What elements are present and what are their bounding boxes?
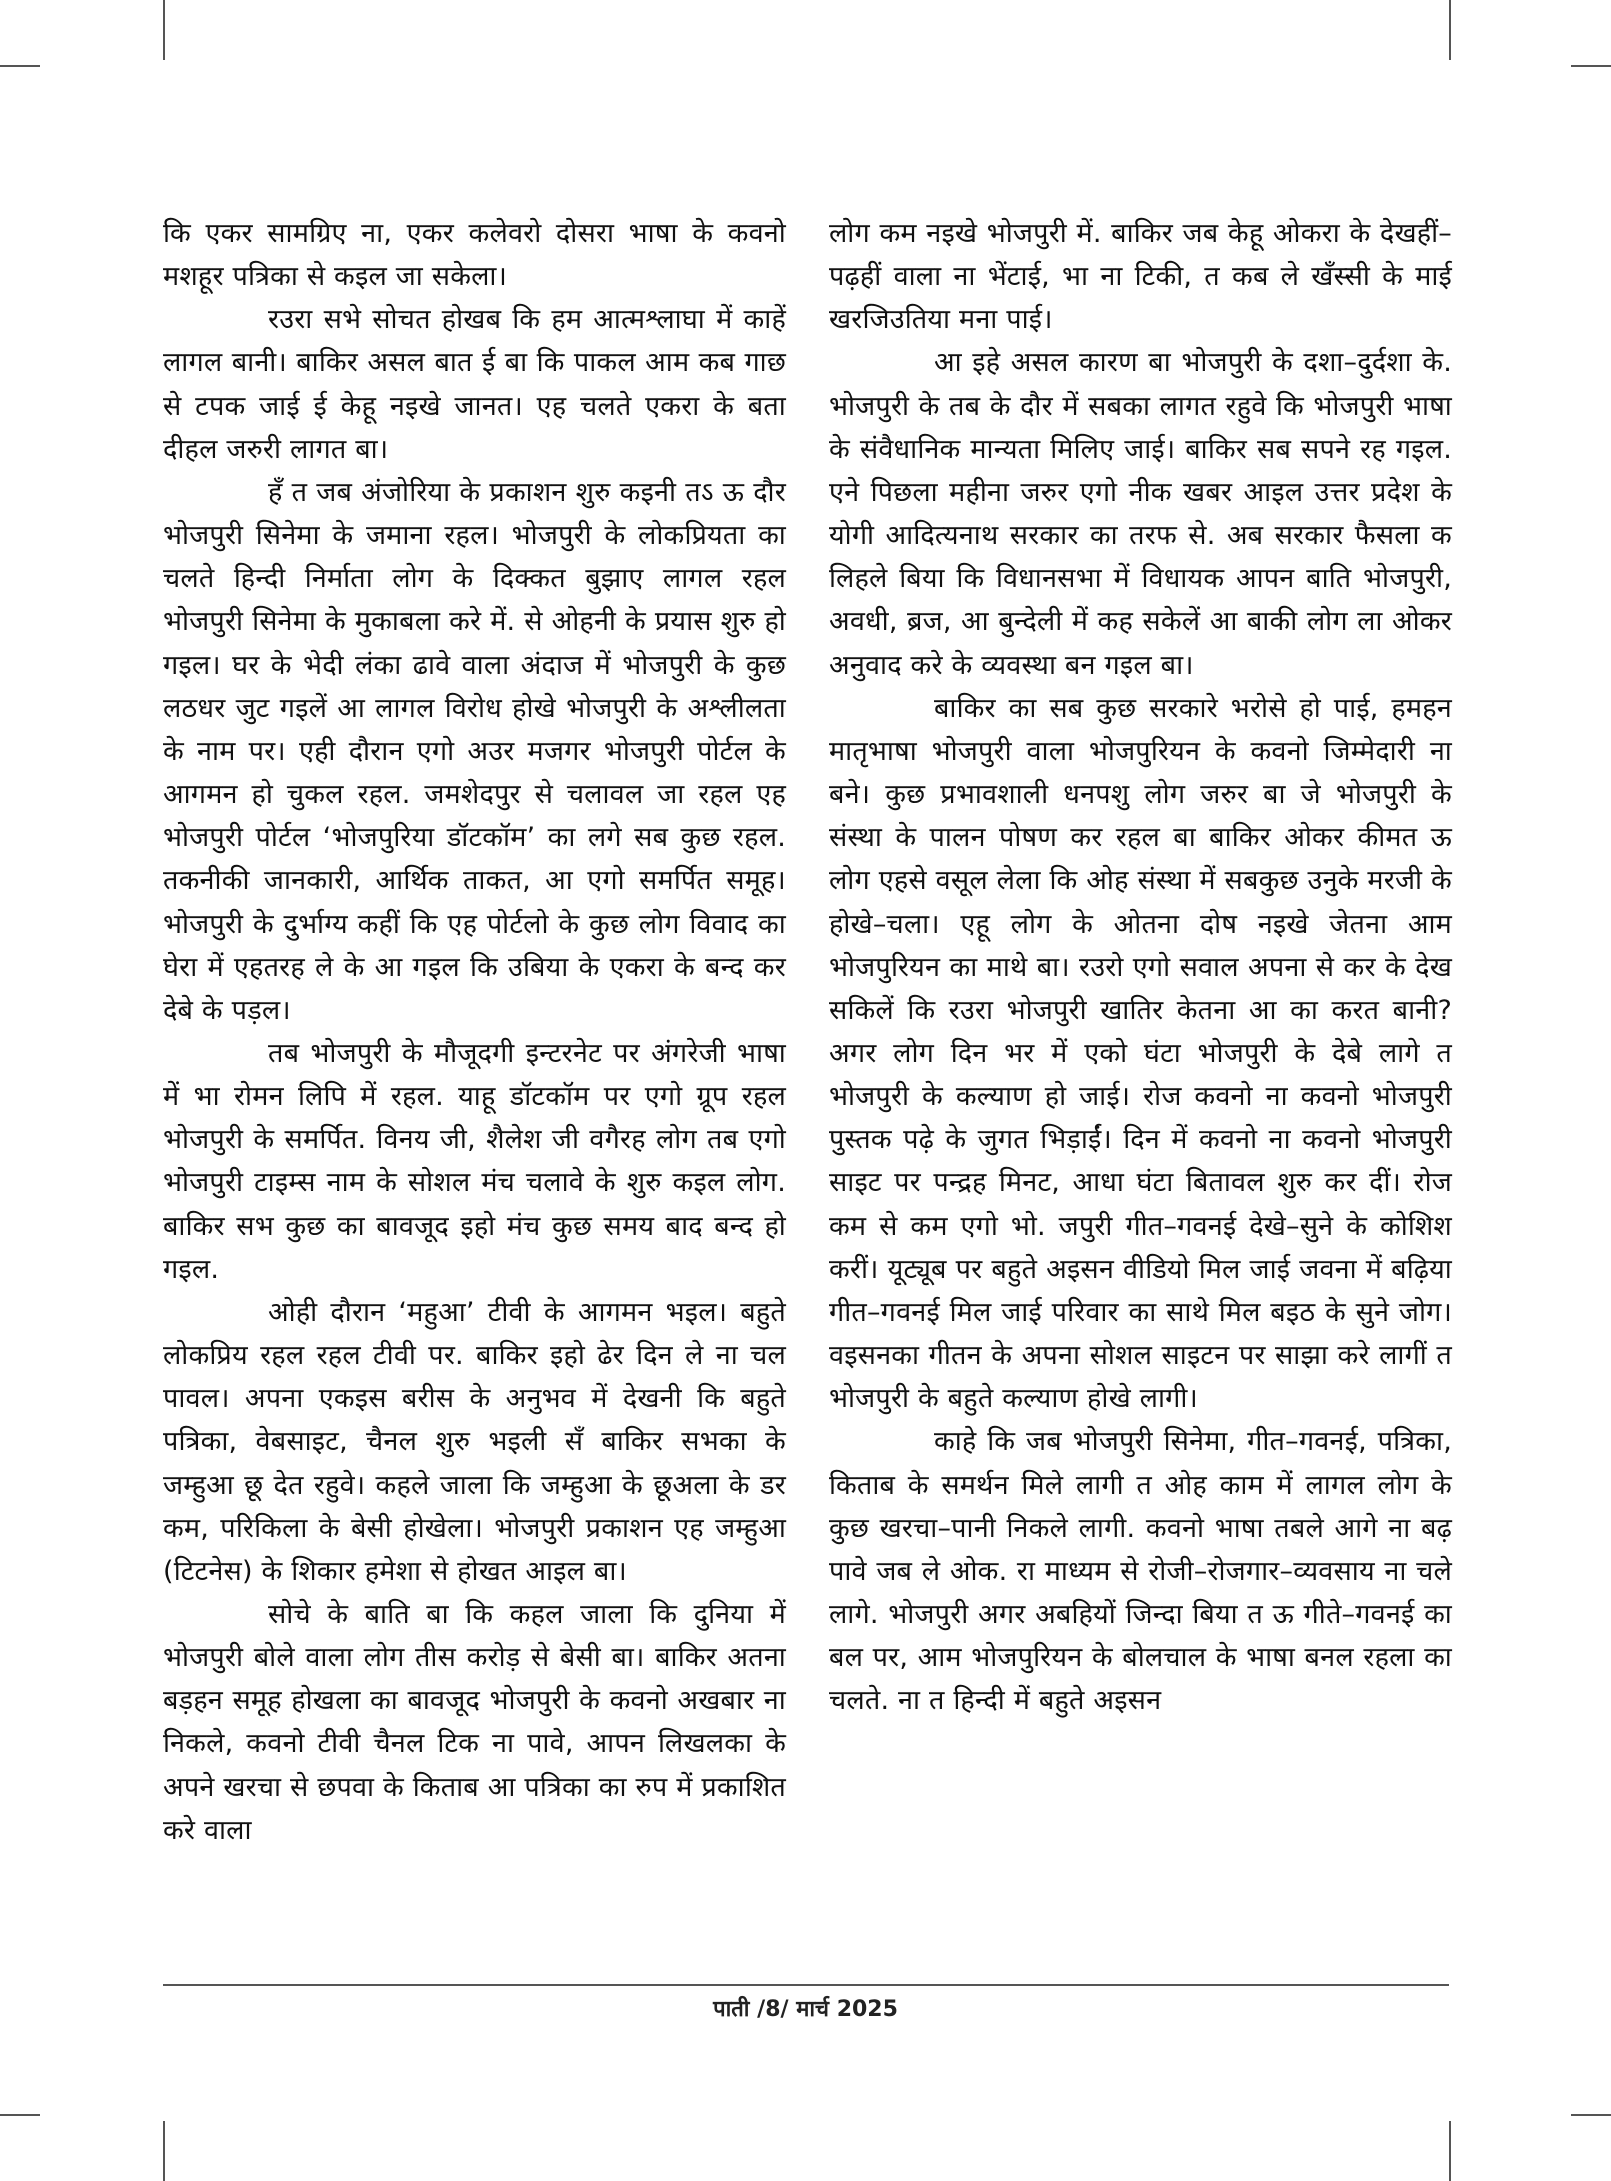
paragraph: काहे कि जब भोजपुरी सिनेमा, गीत–गवनई, पत्रिका, किताब के समर्थन मिले लागी त ओह काम में लागल लोग के कुछ खरचा–पानी निकले लागी. कवनो भाषा तबले आगे ना बढ़ पावे जब ले ओक. रा माध्यम से रोजी–रोजगार–व्यवसाय ना चले लागे. भोजपुरी अगर अबहियों जिन्दा बिया त ऊ गीते–गवनई का बल पर, आम भोजपुरियन के बोलचाल के भाषा बनल रहला का चलते. ना त हिन्दी में बहुते अइसन — [829, 1426, 1452, 1717]
paragraph: लोग कम नइखे भोजपुरी में. बाकिर जब केहू ओकरा के देखहीं–पढ़हीं वाला ना भेंटाई, भा ना टिकी, त कब ले खँस्सी के माई खरजिउतिया मना पाई। — [829, 218, 1452, 336]
right-text-column — [829, 212, 1452, 1722]
crop-mark — [163, 2121, 165, 2181]
crop-mark — [1571, 2114, 1611, 2116]
crop-mark — [1449, 0, 1451, 60]
paragraph: हँ त जब अंजोरिया के प्रकाशन शुरु कइनी तऽ ऊ दौर भोजपुरी सिनेमा के जमाना रहल। भोजपुरी के लोकप्रियता का चलते हिन्दी निर्माता लोग के दिक्कत बुझाए लागल रहल भोजपुरी सिनेमा के मुकाबला करे में. से ओहनी के प्रयास शुरु हो गइल। घर के भेदी लंका ढावे वाला अंदाज में भोजपुरी के कुछ लठधर जुट गइलें आ लागल विरोध होखे भोजपुरी के अश्लीलता के नाम पर। एही दौरान एगो अउर मजगर भोजपुरी पोर्टल के आगमन हो चुकल रहल. जमशेदपुर से चलावल जा रहल एह भोजपुरी पोर्टल ‘भोजपुरिया डॉटकॉम’ का लगे सब कुछ रहल. तकनीकी जानकारी, आर्थिक ताकत, आ एगो समर्पित समूह। भोजपुरी के दुर्भाग्य कहीं कि एह पोर्टलो के कुछ लोग विवाद का घेरा में एहतरह ले के आ गइल कि उबिया के एकरा के बन्द कर देबे के पड़ल। — [163, 476, 786, 1026]
crop-mark — [163, 0, 165, 60]
footer-rule — [163, 1984, 1449, 1986]
paragraph: कि एकर सामग्रिए ना, एकर कलेवरो दोसरा भाषा के कवनो मशहूर पत्रिका से कइल जा सकेला। — [163, 218, 786, 293]
paragraph: आ इहे असल कारण बा भोजपुरी के दशा–दुर्दशा के. भोजपुरी के तब के दौर में सबका लागत रहुवे कि भोजपुरी भाषा के संवैधानिक मान्यता मिलिए जाई। बाकिर सब सपने रह गइल. एने पिछला महीना जरुर एगो नीक खबर आइल उत्तर प्रदेश के योगी आदित्यनाथ सरकार का तरफ से. अब सरकार फैसला क लिहले बिया कि विधानसभा में विधायक आपन बाति भोजपुरी, अवधी, ब्रज, आ बुन्देली में कह सकेलें आ बाकी लोग ला ओकर अनुवाद करे के व्यवस्था बन गइल बा। — [829, 347, 1452, 681]
left-text-column — [163, 212, 786, 1852]
crop-mark — [0, 2114, 40, 2116]
crop-mark — [1449, 2121, 1451, 2181]
page-folio: पाती /8/ मार्च 2025 — [713, 1997, 898, 2022]
paragraph: सोचे के बाति बा कि कहल जाला कि दुनिया में भोजपुरी बोले वाला लोग तीस करोड़ से बेसी बा। बाकिर अतना बड़हन समूह होखला का बावजूद भोजपुरी के कवनो अखबार ना निकले, कवनो टीवी चैनल टिक ना पावे, आपन लिखलका के अपने खरचा से छपवा के किताब आ पत्रिका का रुप में प्रकाशित करे वाला — [163, 1599, 786, 1846]
paragraph: रउरा सभे सोचत होखब कि हम आत्मश्लाघा में काहें लागल बानी। बाकिर असल बात ई बा कि पाकल आम कब गाछ से टपक जाई ई केहू नइखे जानत। एह चलते एकरा के बता दीहल जरुरी लागत बा। — [163, 304, 786, 465]
paragraph: तब भोजपुरी के मौजूदगी इन्टरनेट पर अंगरेजी भाषा में भा रोमन लिपि में रहल. याहू डॉटकॉम पर एगो ग्रूप रहल भोजपुरी के समर्पित. विनय जी, शैलेश जी वगैरह लोग तब एगो भोजपुरी टाइम्स नाम के सोशल मंच चलावे के शुरु कइल लोग. बाकिर सभ कुछ का बावजूद इहो मंच कुछ समय बाद बन्द हो गइल. — [163, 1037, 786, 1285]
paragraph: ओही दौरान ‘महुआ’ टीवी के आगमन भइल। बहुते लोकप्रिय रहल रहल टीवी पर. बाकिर इहो ढेर दिन ले ना चल पावल। अपना एकइस बरीस के अनुभव में देखनी कि बहुते पत्रिका, वेबसाइट, चैनल शुरु भइली सँ बाकिर सभका के जम्हुआ छू देत रहुवे। कहले जाला कि जम्हुआ के छूअला के डर कम, परिकिला के बेसी होखेला। भोजपुरी प्रकाशन एह जम्हुआ (टिटनेस) के शिकार हमेशा से होखत आइल बा। — [163, 1296, 786, 1587]
paragraph: बाकिर का सब कुछ सरकारे भरोसे हो पाई, हमहन मातृभाषा भोजपुरी वाला भोजपुरियन के कवनो जिम्मेदारी ना बने। कुछ प्रभावशाली धनपशु लोग जरुर बा जे भोजपुरी के संस्था के पालन पोषण कर रहल बा बाकिर ओकर कीमत ऊ लोग एहसे वसूल लेला कि ओह संस्था में सबकुछ उनुके मरजी के होखे–चला। एहू लोग के ओतना दोष नइखे जेतना आम भोजपुरियन का माथे बा। रउरो एगो सवाल अपना से कर के देख सकिलें कि रउरा भोजपुरी खातिर केतना आ का करत बानी? अगर लोग दिन भर में एको घंटा भोजपुरी के देबे लागे त भोजपुरी के कल्याण हो जाई। रोज कवनो ना कवनो भोजपुरी पुस्तक पढ़े के जुगत भिड़ाईं। दिन में कवनो ना कवनो भोजपुरी साइट पर पन्द्रह मिनट, आधा घंटा बितावल शुरु कर दीं। रोज कम से कम एगो भो. जपुरी गीत–गवनई देखे–सुने के कोशिश करीं। यूट्यूब पर बहुते अइसन वीडियो मिल जाई जवना में बढ़िया गीत–गवनई मिल जाई परिवार का साथे मिल बइठ के सुने जोग। वइसनका गीतन के अपना सोशल साइटन पर साझा करे लागीं त भोजपुरी के बहुते कल्याण होखे लागी। — [829, 692, 1452, 1415]
crop-mark — [1571, 65, 1611, 67]
crop-mark — [0, 65, 40, 67]
